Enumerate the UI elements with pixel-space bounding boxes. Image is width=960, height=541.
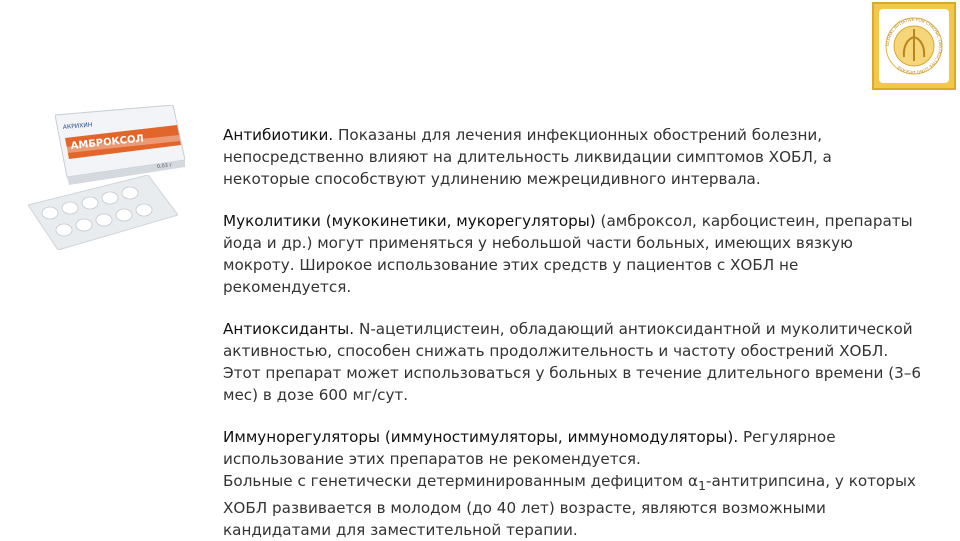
text-immunoregulators: Регулярное использование этих препаратов не рекомендуется. [223,428,836,468]
alpha-symbol: α [687,472,698,490]
paragraph-mucolytics [223,210,923,298]
gold-logo-inner [879,9,949,83]
pack-brand-text: АМБРОКСОЛ [70,133,145,152]
paragraph-antibiotics [223,124,923,190]
text-candidates-start: Больные с генетически детерминированным дефицитом [223,472,688,490]
text-mucolytics: (амброксол, карбоцистеин, препараты йода и др.) могут применяться у небольшой части больных, имеющих вязкую мокроту. Широкое использование этих средств у пациентов с ХОБЛ не рекомендуется. [223,212,913,296]
gold-logo [872,2,956,90]
pack-maker-text: АКРИХИН [62,121,93,131]
content-text [223,124,923,541]
lungs-globe-icon [879,9,949,83]
heading-immunoregulators: Иммунорегуляторы (иммуностимуляторы, иммуномодуляторы). [223,428,739,446]
heading-mucolytics: Муколитики (мукокинетики, мукорегуляторы) [223,212,596,230]
text-antibiotics: Показаны для лечения инфекционных обострений болезни, непосредственно влияют на длительность ликвидации симптомов ХОБЛ, а некоторые способствуют удлинению межрецидивного интервала. [223,126,832,188]
heading-antibiotics: Антибиотики. [223,126,334,144]
alpha-subscript: 1 [697,478,707,494]
text-candidates-end: -антитрипсина, у которых ХОБЛ развивается в молодом (до 40 лет) возрасте, являются возможными кандидатами для заместительной терапии. [223,472,916,540]
paragraph-antioxidants [223,318,923,406]
heading-antioxidants: Антиоксиданты. [223,320,355,338]
blister-tablets-image [28,175,178,250]
text-antioxidants: N-ацетилцистеин, обладающий антиоксидантной и муколитической активностью, способен снижать продолжительность и частоту обострений ХОБЛ. Этот препарат может использоваться у больных в течение длительного времени (3–6 мес) в дозе 600 мг/сут. [223,320,922,404]
pack-dose-text: 0,03 г [156,162,173,170]
paragraph-immunoregulators [223,426,923,541]
logo-ring-text: GLOBAL INITIATIVE FOR CHRONIC OBSTRUCTIVE LUNG DISEASE [884,16,944,76]
